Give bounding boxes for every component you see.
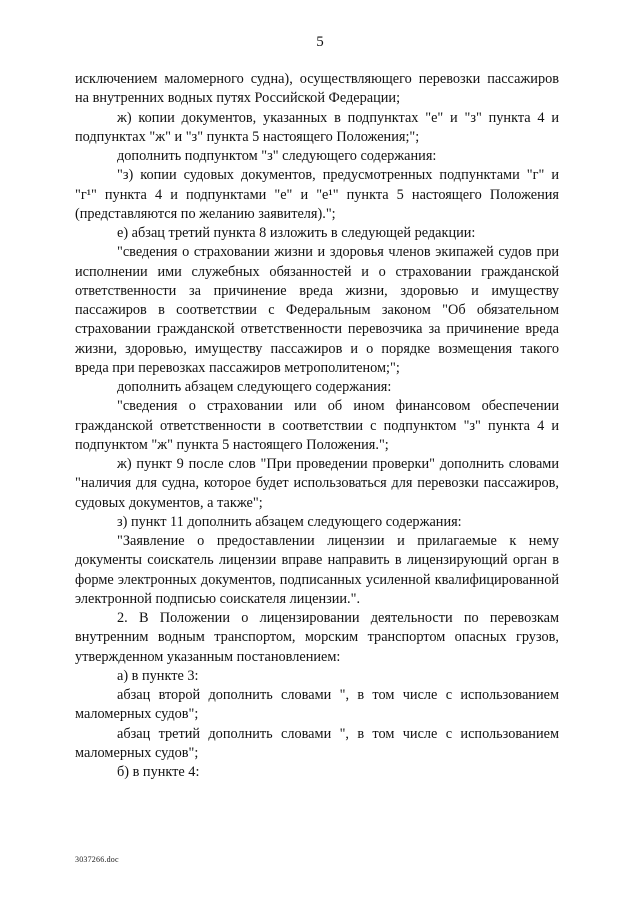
- document-body: [75, 70, 559, 782]
- paragraph: б) в пункте 4:: [117, 764, 200, 780]
- paragraph: з) пункт 11 дополнить абзацем следующего содержания:: [117, 513, 462, 530]
- paragraph: ж) пункт 9 после слов "При проведении проверки" дополнить словами "наличия для судна, которое будет использоваться для перевозки пассажиров, судовых документов, а также";: [75, 456, 559, 511]
- paragraph: "сведения о страховании или об ином финансовом обеспечении гражданской ответственности в соответствии с подпунктом "з" пункта 4 и подпунктом "ж" пункта 5 настоящего Положения.";: [75, 398, 559, 453]
- paragraph: 2. В Положении о лицензировании деятельности по перевозкам внутренним водным транспортом, морским транспортом опасных грузов, утвержденном указанным постановлением:: [75, 610, 559, 665]
- paragraph: ж) копии документов, указанных в подпунктах "е" и "з" пункта 4 и подпунктах "ж" и "з" пункта 5 настоящего Положения;";: [75, 109, 559, 145]
- paragraph: "Заявление о предоставлении лицензии и прилагаемые к нему документы соискатель лицензии вправе направить в лицензирующий орган в форме электронных документов, подписанных усиленной квалифицированной электронной подписью соискателя лицензии.".: [75, 533, 559, 607]
- paragraph: "з) копии судовых документов, предусмотренных подпунктами "г" и "г¹" пункта 4 и подпунктами "е" и "е¹" пункта 5 настоящего Положения (представляются по желанию заявителя).";: [75, 167, 559, 222]
- paragraph: исключением маломерного судна), осуществляющего перевозки пассажиров на внутренних водных путях Российской Федерации;: [75, 71, 559, 107]
- paragraph: а) в пункте 3:: [117, 667, 199, 684]
- paragraph: абзац второй дополнить словами ", в том числе с использованием маломерных судов";: [75, 687, 559, 723]
- paragraph: дополнить абзацем следующего содержания:: [117, 379, 392, 395]
- page-number: 5: [316, 34, 324, 50]
- paragraph: "сведения о страховании жизни и здоровья членов экипажей судов при исполнении ими служебных обязанностей и о страховании гражданской ответственности за причинение вреда жизни, здоровью и имуществу пассажиров в соответствии с Федеральным законом "Об обязательном страховании гражданской ответственности перевозчика за причинение вреда жизни, здоровью, имуществу пассажиров и о порядке возмещения такого вреда при перевозках пассажиров метрополитеном;";: [75, 244, 559, 376]
- document-code: 3037266.doc: [75, 855, 119, 864]
- paragraph: абзац третий дополнить словами ", в том числе с использованием маломерных судов";: [75, 725, 559, 761]
- paragraph: е) абзац третий пункта 8 изложить в следующей редакции:: [117, 225, 476, 241]
- paragraph: дополнить подпунктом "з" следующего содержания:: [117, 148, 437, 164]
